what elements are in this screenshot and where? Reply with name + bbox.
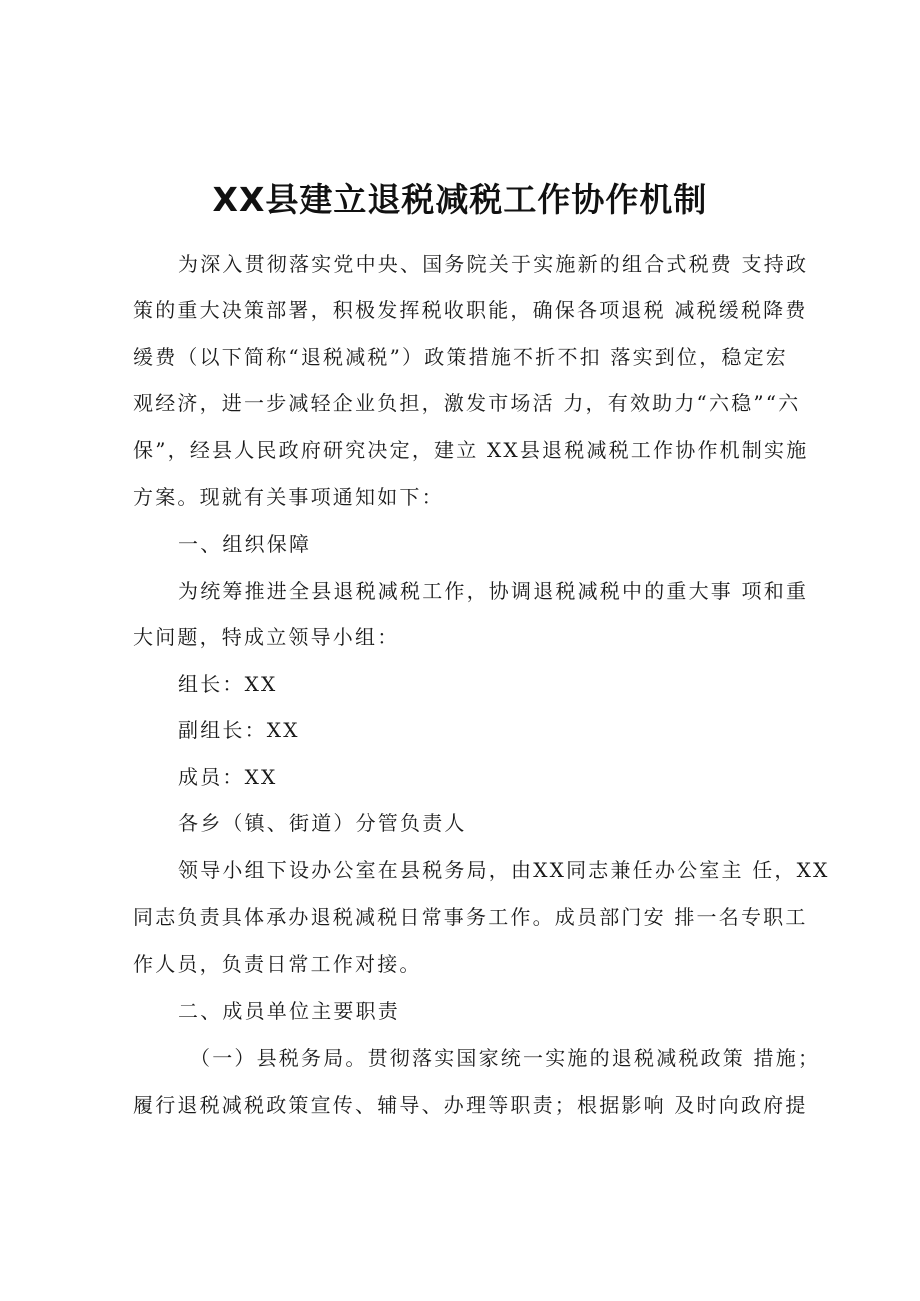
document-title: XX县建立退税减税工作协作机制 <box>212 180 708 219</box>
body-line: 为深入贯彻落实党中央、国务院关于实施新的组合式税费 支持政 <box>178 252 809 276</box>
member-line: 各乡（镇、街道）分管负责人 <box>178 811 467 835</box>
body-line: 履行退税减税政策宣传、辅导、办理等职责；根据影响 及时向政府提 <box>133 1093 808 1117</box>
body-line: 作人员，负责日常工作对接。 <box>133 952 422 976</box>
body-line: 方案。现就有关事项通知如下： <box>133 485 444 509</box>
body-line: 缓费（以下简称“退税减税”）政策措施不折不扣 落实到位，稳定宏 <box>133 345 789 369</box>
body-line: 为统筹推进全县退税减税工作，协调退税减税中的重大事 项和重 <box>178 579 809 603</box>
body-line: 大问题，特成立领导小组： <box>133 625 400 649</box>
member-line: 组长：XX <box>178 672 278 696</box>
body-line: 观经济，进一步减轻企业负担，激发市场活 力，有效助力“六稳”“六 <box>133 391 801 415</box>
member-line: 副组长：XX <box>178 718 300 742</box>
body-line: （一）县税务局。贯彻落实国家统一实施的退税减税政策 措施； <box>190 1046 821 1070</box>
section-heading: 二、成员单位主要职责 <box>178 999 400 1023</box>
body-line: 同志负责具体承办退税减税日常事务工作。成员部门安 排一名专职工 <box>133 905 808 929</box>
body-line: 策的重大决策部署，积极发挥税收职能，确保各项退税 减税缓税降费 <box>133 298 808 322</box>
section-heading: 一、组织保障 <box>178 532 312 556</box>
body-line: 保”，经县人民政府研究决定，建立 XX县退税减税工作协作机制实施 <box>133 438 809 462</box>
member-line: 成员：XX <box>178 765 278 789</box>
body-line: 领导小组下设办公室在县税务局，由XX同志兼任办公室主 任，XX <box>178 858 830 882</box>
